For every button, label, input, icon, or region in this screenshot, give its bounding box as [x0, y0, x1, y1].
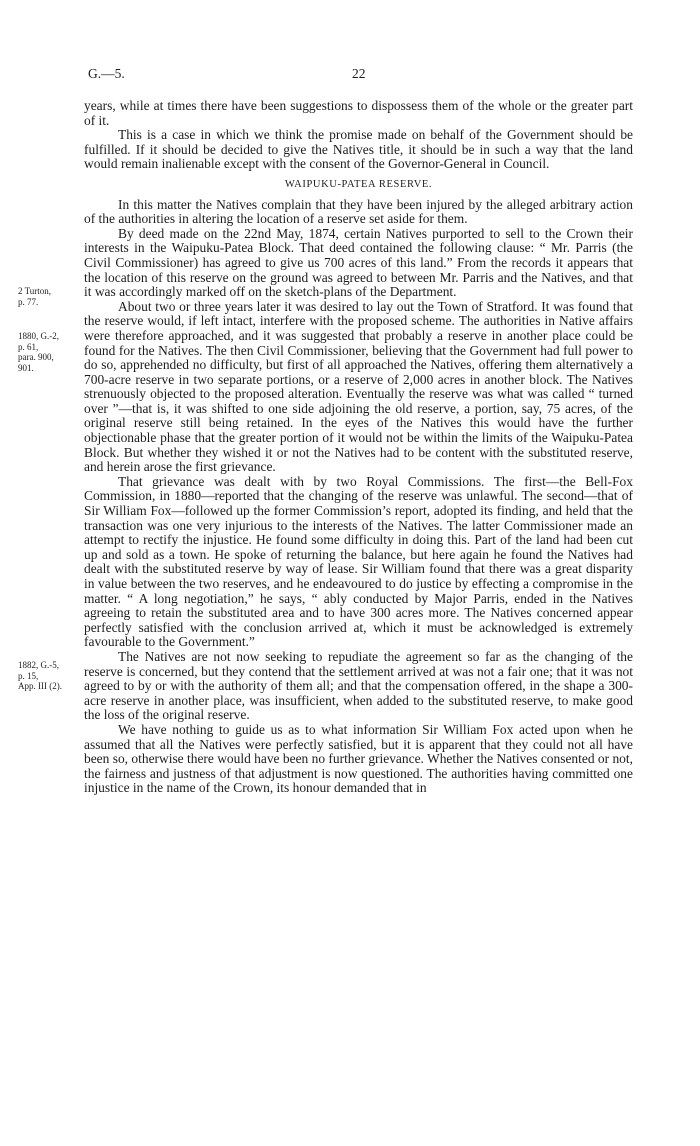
- paragraph: About two or three years later it was desired to lay out the Town of Stratford. It was found that the reserve would, if left intact, interfere with the proposed scheme. The authorities in Native affairs were therefore approached, and it was suggested that probably a reserve in another place could be found for the Natives. The then Civil Commissioner, believing that the Government had full power to do so, apprehended no difficulty, but first of all approached the Natives, offering them alternatively a 700-acre reserve in two separate portions, or a reserve of 2,000 acres in another block. The Natives strenuously objected to the proposed alteration. Eventually the reserve was what was called “ turned over ”—that is, it was shifted to one side adjoining the old reserve, a portion, say, 75 acres, of the original reserve still being retained. In the eyes of the Natives this would have the further objectionable phase that the greater portion of it would not be within the limits of the Waipuku-Patea Block. But whether they wished it or not the Natives had to be content with the substituted reserve, and herein arose the first grievance.: [84, 298, 633, 475]
- margin-note-line: 2 Turton,: [18, 286, 52, 296]
- margin-note: [18, 331, 80, 373]
- document-reference: G.—5.: [88, 66, 125, 81]
- margin-note-line: 1882, G.-5,: [18, 660, 59, 670]
- margin-note-line: 1880, G.-2,: [18, 331, 59, 341]
- margin-note-line: para. 900,: [18, 352, 54, 362]
- margin-note-line: App. III (2).: [18, 681, 62, 691]
- paragraph: In this matter the Natives complain that they have been injured by the alleged arbitrary action of the authorities in altering the location of a reserve set aside for them.: [84, 196, 633, 227]
- paragraph: By deed made on the 22nd May, 1874, certain Natives purported to sell to the Crown their interests in the Waipuku-Patea Block. That deed contained the following clause: “ Mr. Parris (the Civil Commissioner) has agreed to give us 700 acres of this land.” From the records it appears that the location of this reserve on the ground was agreed to between Mr. Parris and the Natives, and that it was accordingly marked off on the sketch-plans of the Department.: [84, 225, 633, 300]
- margin-note-line: p. 77.: [18, 296, 39, 307]
- paragraph: years, while at times there have been suggestions to dispossess them of the whole or the greater part of it.: [84, 98, 633, 128]
- body-text: [84, 99, 633, 796]
- margin-note: [18, 286, 80, 307]
- margin-note-line: 901.: [18, 362, 34, 373]
- paragraph: This is a case in which we think the promise made on behalf of the Government should be fulfilled. If it should be decided to give the Natives title, it should be in such a way that the land would remain inalienable except with the consent of the Governor-General in Council.: [84, 127, 633, 172]
- margin-note-line: p. 61,: [18, 341, 39, 352]
- margin-note-line: p. 15,: [18, 670, 39, 681]
- page-number: 22: [352, 66, 366, 81]
- paragraph: The Natives are not now seeking to repudiate the agreement so far as the changing of the reserve is concerned, but they contend that the settlement arrived at was not a fair one; that it was not agreed to by or with the authority of them all; and that the compensation offered, in the shape a 300-acre reserve in another place, was insufficient, when added to the substituted reserve, to make good the loss of the original reserve.: [84, 648, 633, 723]
- section-heading: WAIPUKU-PATEA RESERVE.: [284, 178, 433, 190]
- paragraph: That grievance was dealt with by two Royal Commissions. The first—the Bell-Fox Commission, in 1880—reported that the changing of the reserve was unlawful. The second—that of Sir William Fox—followed up the former Commission’s report, adopted its finding, and held that the transaction was one very injurious to the interests of the Natives. The latter Commissioner made an attempt to rectify the injustice. He found some difficulty in doing this. Part of the land had been cut up and sold as a town. He spoke of returning the balance, but here again he found the Natives had dealt with the substituted reserve by way of lease. Sir William found that there was a great disparity in value between the two reserves, and he endeavoured to do justice by effecting a compromise in the matter. “ A long negotiation,” he says, “ ably conducted by Major Parris, ended in the Natives agreeing to retain the substituted area and to have 300 acres more. The Natives concerned appear perfectly satisfied with the conclusion arrived at, which it must be acknowledged is extremely favourable to the Government.”: [84, 473, 633, 650]
- paragraph: We have nothing to guide us as to what information Sir William Fox acted upon when he assumed that all the Natives were perfectly satisfied, but it is apparent that they could not all have been so, otherwise there would have been no further grievance. Whether the Natives consented or not, the fairness and justness of that adjustment is now questioned. The authorities having committed one injustice in the name of the Crown, its honour demanded that in: [84, 721, 633, 796]
- margin-note: [18, 660, 80, 692]
